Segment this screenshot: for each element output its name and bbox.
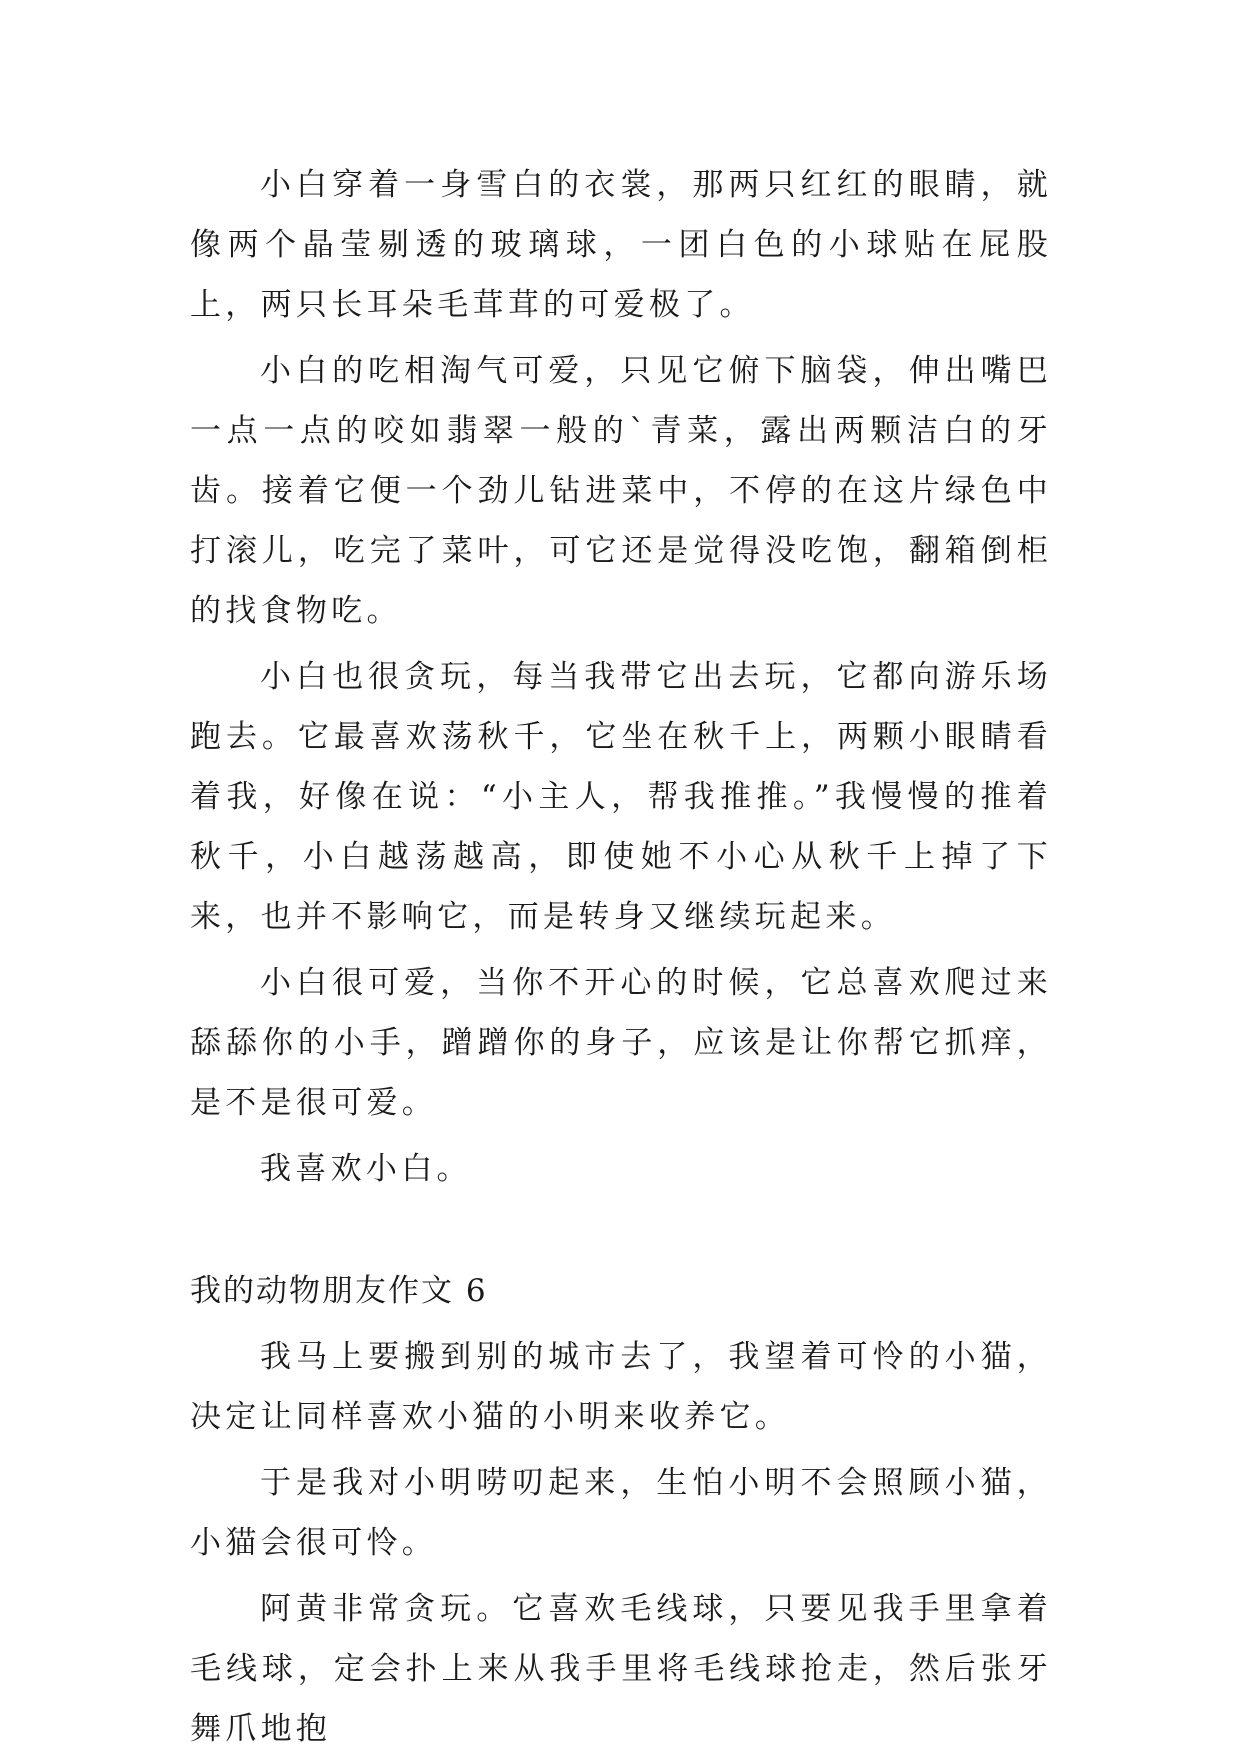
paragraph: 于是我对小明唠叨起来，生怕小明不会照顾小猫，小猫会很可怜。 (190, 1465, 1052, 1561)
paragraph: 小白也很贪玩，每当我带它出去玩，它都向游乐场跑去。它最喜欢荡秋千，它坐在秋千上，两颗小眼睛看着我，好像在说：“小主人，帮我推推。”我慢慢的推着秋千，小白越荡越高，即使她不小心从秋千上掉了下来，也并不影响它，而是转身又继续玩起来。 (190, 659, 1052, 935)
paragraph: 小白的吃相淘气可爱，只见它俯下脑袋，伸出嘴巴一点一点的咬如翡翠一般的`青菜，露出两颗洁白的牙齿。接着它便一个劲儿钻进菜中，不停的在这片绿色中打滚儿，吃完了菜叶，可它还是觉得没吃饱，翻箱倒柜的找食物吃。 (190, 353, 1052, 629)
paragraph: 阿黄非常贪玩。它喜欢毛线球，只要见我手里拿着毛线球，定会扑上来从我手里将毛线球抢走，然后张牙舞爪地抱 (190, 1591, 1052, 1747)
paragraph: 我喜欢小白。 (260, 1151, 472, 1187)
paragraph: 我马上要搬到别的城市去了，我望着可怜的小猫，决定让同样喜欢小猫的小明来收养它。 (190, 1339, 1052, 1435)
paragraph: 小白穿着一身雪白的衣裳，那两只红红的眼睛，就像两个晶莹剔透的玻璃球，一团白色的小球贴在屁股上，两只长耳朵毛茸茸的可爱极了。 (190, 167, 1052, 323)
paragraph: 小白很可爱，当你不开心的时候，它总喜欢爬过来舔舔你的小手，蹭蹭你的身子，应该是让你帮它抓痒，是不是很可爱。 (190, 965, 1052, 1121)
essay-title: 我的动物朋友作文 6 (190, 1273, 488, 1309)
document-page (190, 155, 1052, 1759)
